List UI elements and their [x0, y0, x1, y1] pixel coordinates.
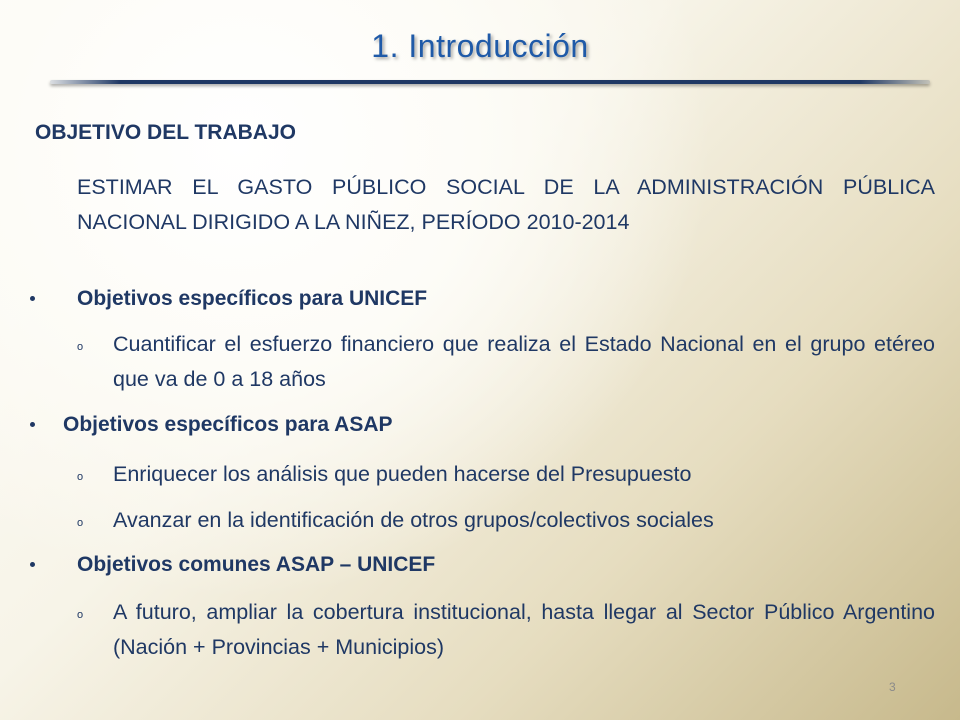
circle-bullet-icon: o [77, 471, 84, 483]
list-item [77, 327, 935, 397]
section-heading: Objetivos específicos para UNICEF [77, 287, 428, 310]
list-item [77, 457, 935, 492]
list-item-text: Avanzar en la identificación de otros grupos/colectivos sociales [113, 508, 714, 532]
objective-heading: OBJETIVO DEL TRABAJO [35, 121, 296, 144]
section-unicef [30, 287, 427, 311]
slide-title: 1. Introducción [371, 28, 589, 64]
list-item [77, 595, 935, 665]
list-item-text: Cuantificar el esfuerzo financiero que realiza el Estado Nacional en el grupo etéreo que va de 0 a 18 años [113, 332, 935, 391]
title-underline [50, 80, 930, 84]
section-asap [30, 413, 393, 437]
circle-bullet-icon: o [77, 609, 84, 621]
list-item-text: A futuro, ampliar la cobertura institucional, hasta llegar al Sector Público Argentino (Nación + Provincias + Municipios) [113, 600, 935, 659]
bullet-dot-icon [30, 422, 35, 427]
list-item-text: Enriquecer los análisis que pueden hacerse del Presupuesto [113, 462, 692, 486]
list-item [77, 503, 935, 538]
circle-bullet-icon: o [77, 341, 84, 353]
bullet-dot-icon [30, 562, 35, 567]
section-heading: Objetivos específicos para ASAP [63, 413, 393, 436]
circle-bullet-icon: o [77, 517, 84, 529]
objective-text: ESTIMAR EL GASTO PÚBLICO SOCIAL DE LA ADMINISTRACIÓN PÚBLICA NACIONAL DIRIGIDO A LA NIÑEZ, PERÍODO 2010-2014 [77, 175, 935, 234]
page-number: 3 [889, 680, 896, 694]
section-common [30, 553, 435, 577]
section-heading: Objetivos comunes ASAP – UNICEF [77, 553, 436, 576]
bullet-dot-icon [30, 296, 35, 301]
